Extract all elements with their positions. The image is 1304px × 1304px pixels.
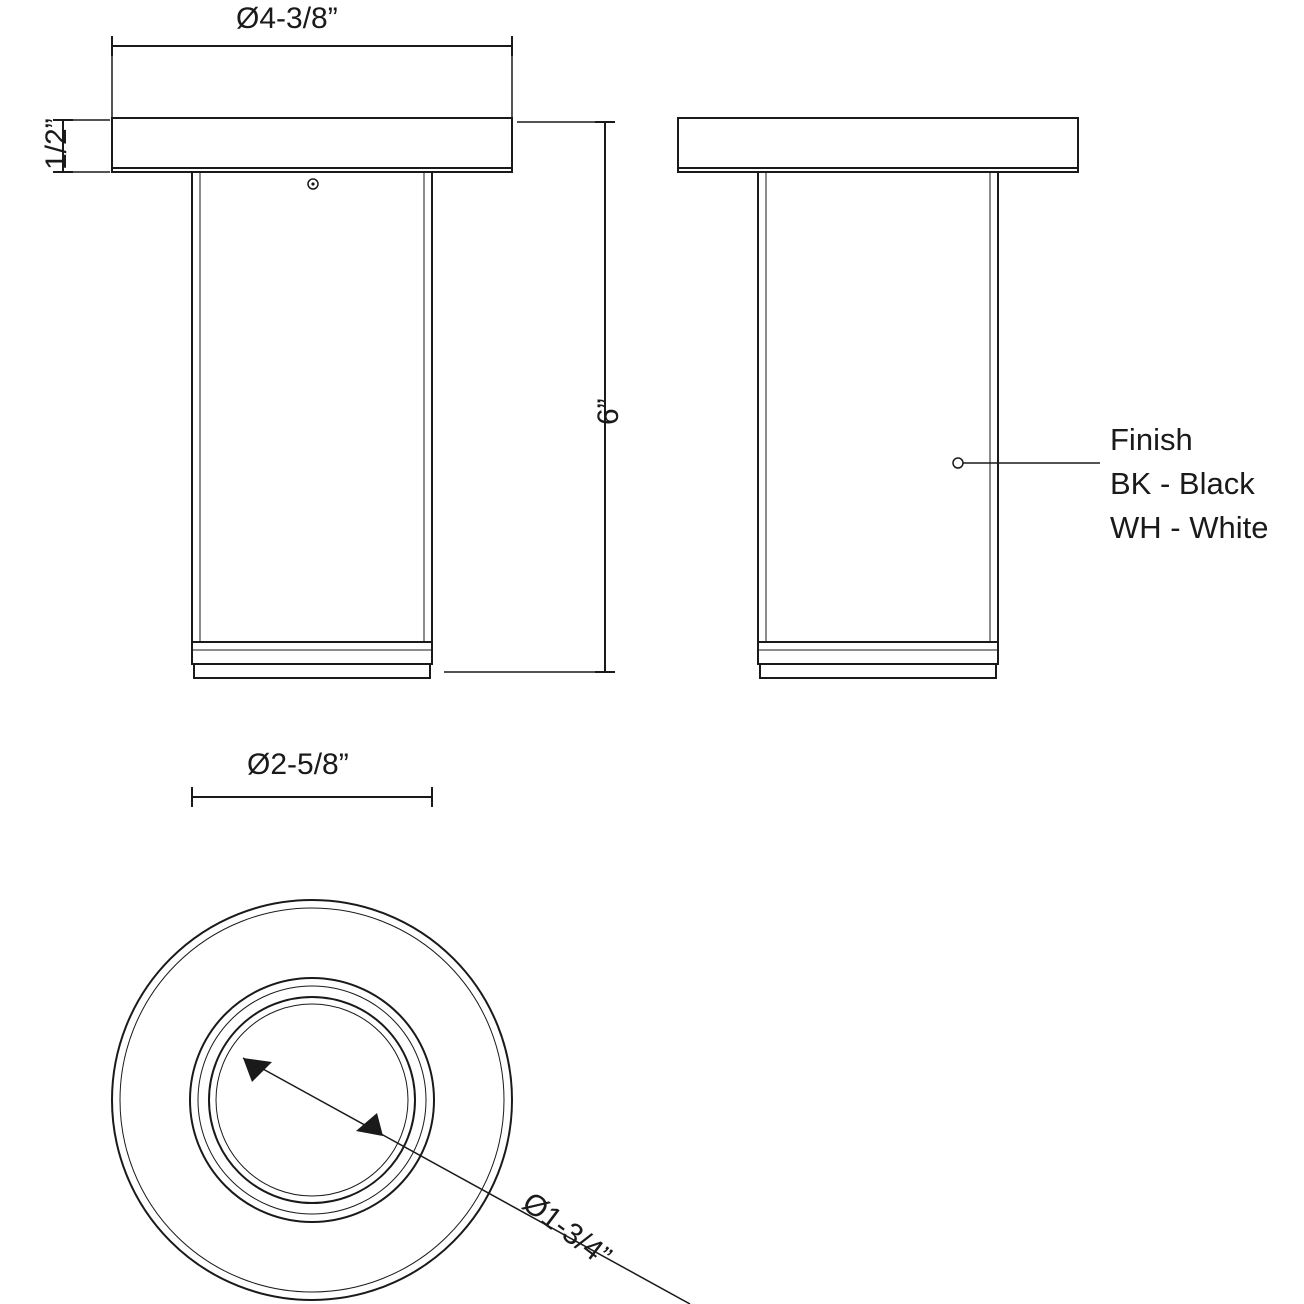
- dimension-label-overall-height: 6”: [592, 398, 625, 425]
- finish-option-black: BK - Black: [1110, 466, 1255, 501]
- finish-callout-title: Finish: [1110, 422, 1193, 457]
- dimension-line-body-diameter: [192, 787, 432, 807]
- dimension-label-canopy-height: 1/2”: [40, 118, 73, 170]
- dimension-label-aperture-diameter: Ø1-3/4”: [516, 1186, 618, 1274]
- front-elevation-view: [112, 118, 512, 678]
- dimension-line-top-diameter: [112, 36, 512, 118]
- dimension-label-body-diameter: Ø2-5/8”: [247, 748, 349, 781]
- finish-option-white: WH - White: [1110, 510, 1269, 545]
- finish-callout: [1110, 418, 1268, 550]
- bottom-plan-view: [112, 900, 512, 1300]
- dimension-line-overall-height: [444, 122, 615, 672]
- side-elevation-view: [678, 118, 1078, 678]
- dimension-line-aperture-diameter: [243, 1058, 690, 1304]
- dimension-label-top-diameter: Ø4-3/8”: [236, 2, 338, 35]
- finish-leader-line: [953, 458, 1100, 468]
